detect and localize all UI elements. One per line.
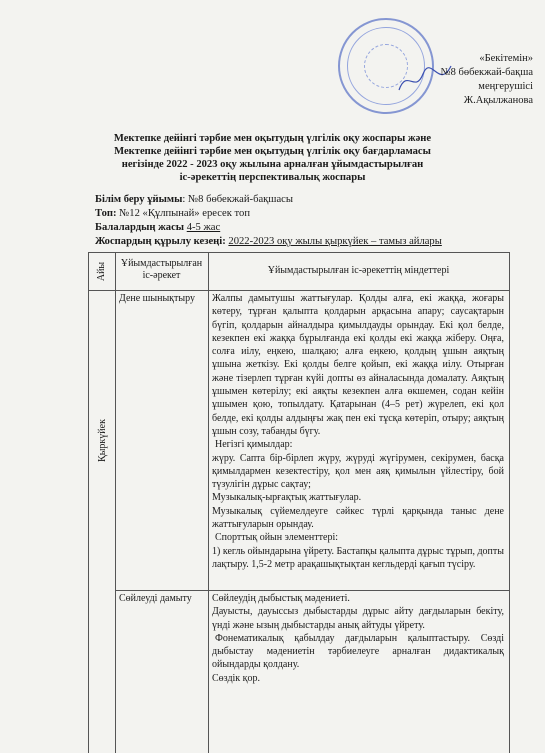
title-line-4: іс-әрекеттің перспективалық жоспары	[179, 172, 366, 183]
plan-table	[88, 252, 510, 753]
task-paragraph: Сөздік қор.	[212, 672, 261, 684]
header-month: Айы	[96, 261, 108, 282]
approval-line-1: «Бекітемін»	[479, 53, 533, 64]
info-block	[95, 193, 442, 249]
title-line-3: негізінде 2022 - 2023 оқу жылына арналған ұйымдастырылған	[121, 159, 424, 170]
activity-speech: Сөйлеуді дамыту	[119, 593, 192, 604]
tasks-speech	[212, 592, 504, 685]
age-value: 4-5 жас	[186, 222, 221, 233]
task-paragraph: Дауысты, дауыссыз дыбыстарды дұрыс айту дағдыларын бекіту, үнді және ызың дыбыстарды анық айтуды үйрету.	[212, 606, 504, 631]
task-paragraph: Сөйлеудің дыбыстық мәдениеті.	[212, 593, 350, 604]
tasks-physical	[212, 292, 504, 571]
task-paragraph: Спорттық ойын элементтері:	[215, 532, 339, 544]
group-value: №12 «Құлпынай» ересек топ	[116, 208, 250, 219]
task-paragraph: Фонематикалық қабылдау дағдыларын қалыптастыру. Сөзді дыбыстау мәдениетін тәрбиелеуге арналған дидактикалық ойындарды қолдану.	[212, 632, 504, 671]
table-header	[89, 253, 509, 291]
task-paragraph: Музыкалық сүйемелдеуге сәйкес түрлі қарқында таныс дене жаттығуларын орындау.	[212, 505, 504, 531]
age-label: Балалардың жасы	[95, 222, 185, 233]
approval-line-3: меңгерушісі	[478, 81, 533, 92]
header-activity: Ұйымдастырылған іс-әрекет	[120, 258, 203, 281]
period-label: Жоспардың құрылу кезеңі:	[95, 236, 226, 247]
task-paragraph: Жалпы дамытушы жаттығулар. Қолды алға, екі жаққа, жоғары көтеру, тұрған қалыпта қолдарын арқасына апару; саусақтарын бүгіп, қолдарын айналдыра қимылдауды орындау. Екі қол белде, кезекпен екі жаққа бұрылғанда екі қолды екі жаққа жіберу. Оңға, солға иілу, еңкею, шалқаю; алға еңкею, қолдың ұшын аяқтың ұшына жеткізу. Екі қолды белге қойып, екі жаққа иілу. Отырған және тізерлеп тұрған күйі допты өз айналасында домалату. Аяқтың ұшымен көтерілу; екі аяқты кезекпен алға өкшемен, содан кейін ұшымен қою, топылдату. Қатарынан (4–5 рет) жүрелеп, екі қол белде, екі қолды алдыңғы жақ пен екі тұсқа көтеріп, отыру; аяқтың ұшын созу, табанды бүгу.	[212, 293, 504, 437]
month-cell: Қыркүйек	[96, 418, 108, 462]
activity-physical: Дене шынықтыру	[119, 293, 195, 304]
org-label: Білім беру ұйымы	[95, 194, 183, 205]
document-title	[0, 132, 545, 184]
task-paragraph: Музыкалық-ырғақтық жаттығулар.	[212, 492, 362, 504]
task-paragraph: жүру. Сапта бір-бірлеп жүру, жүруді жүгірумен, секірумен, басқа қимылдармен кезектестіру, қол мен аяқ қимылын үйлестіру, бой түзулігін дұрыс сақтау;	[212, 452, 504, 491]
task-paragraph: 1) кегль ойындарына үйрету. Бастапқы қалыпта дұрыс тұрып, допты лақтыру. 1,5-2 метр арақашықтықтан кегльдерді қағып түсіру.	[212, 545, 504, 570]
approval-line-2: №8 бөбекжай-бақша	[440, 67, 533, 78]
period-value: 2022-2023 оқу жылы қыркүйек – тамыз айлары	[228, 236, 442, 247]
title-line-2: Мектепке дейінгі тәрбие мен оқытудың үлгілік оқу бағдарламасы	[114, 146, 431, 157]
approval-block	[383, 52, 533, 108]
title-line-1: Мектепке дейінгі тәрбие мен оқытудың үлгілік оқу жоспары және	[113, 133, 432, 144]
approval-line-4: Ж.Ақылжанова	[463, 95, 533, 106]
task-paragraph: Негізгі қимылдар:	[215, 439, 293, 451]
header-tasks: Ұйымдастырылған іс-әрекеттің міндеттері	[267, 265, 450, 276]
group-label: Топ:	[95, 208, 117, 219]
org-value: : №8 бөбекжай-бақшасы	[182, 194, 293, 205]
